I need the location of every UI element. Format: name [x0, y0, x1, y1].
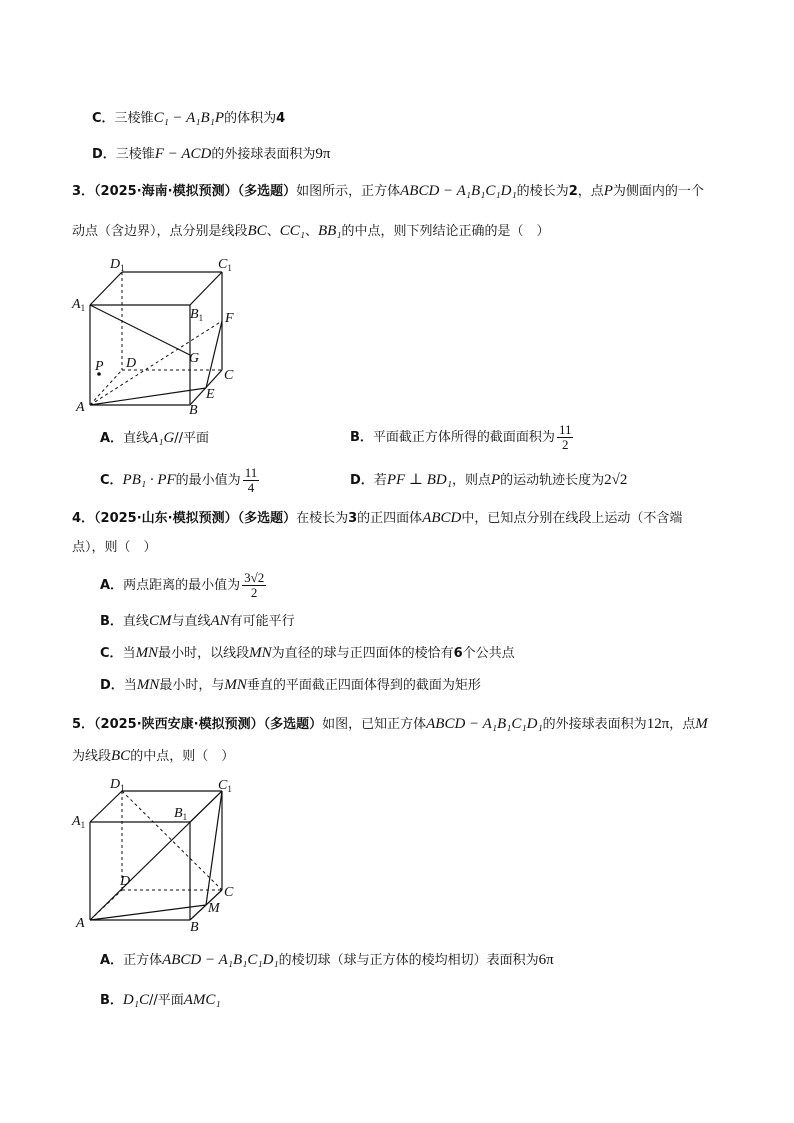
question-number: 3． [72, 184, 95, 199]
label-d: D [120, 874, 131, 889]
option-label: A． [100, 578, 124, 593]
option-label: D． [100, 678, 124, 693]
question-number: 4． [72, 511, 95, 526]
q5-stem-line1: 5．（2025·陕西安康·模拟预测）（多选题）如图，已知正方体ABCD − A₁B₁C₁D₁的外接球表面积为12π，点M [72, 716, 708, 732]
option-label: C． [92, 111, 115, 126]
label-f: F [225, 311, 234, 326]
option-label: C． [100, 473, 123, 488]
q3-stem-line1: 3．（2025·海南·模拟预测）（多选题）如图所示，正方体ABCD − A₁B₁C₁D₁的棱长为2，点P为侧面内的一个 [72, 183, 704, 199]
fraction: $\frac{11}{2}$ [558, 422, 572, 452]
label-b: B [190, 920, 199, 935]
q5-option-a: A．正方体ABCD − A₁B₁C₁D₁的棱切球（球与正方体的棱均相切）表面积为6π [100, 952, 554, 968]
q3-option-a: A．直线A₁G//平面 [100, 430, 210, 446]
option-label: B． [100, 993, 123, 1008]
option-label: D． [350, 473, 374, 488]
q3-cube-figure [68, 252, 248, 422]
option-label: B． [100, 614, 123, 629]
label-b1: $B_1$ [190, 307, 204, 323]
fraction: $\frac{3√2}{2}$ [244, 570, 265, 600]
label-a1: $A_1$ [72, 297, 86, 313]
q5-cube-figure [68, 775, 248, 935]
label-b1: $B_1$ [174, 806, 188, 822]
option-label: D． [92, 147, 116, 162]
label-c: C [224, 885, 234, 900]
question-source: （2025·山东·模拟预测）（多选题） [94, 511, 297, 526]
label-c1: $C_1$ [218, 257, 232, 273]
q4-option-b: B．直线CM与直线AN有可能平行 [100, 613, 295, 629]
label-d1: $D_1$ [110, 257, 125, 273]
label-a: A [76, 916, 85, 931]
q5-option-b: B．D₁C//平面AMC₁ [100, 992, 221, 1008]
option-label: A． [100, 431, 124, 446]
q3-option-c: C．PB₁ · PF的最小值为 $\frac{11}{4}$ [100, 465, 258, 495]
q2-option-c: C．三棱锥C₁ − A₁B₁P的体积为4 [92, 110, 286, 126]
label-p: P [95, 359, 104, 374]
option-label: C． [100, 646, 123, 661]
q2-option-d: D．三棱锥F − ACD的外接球表面积为9π [92, 146, 331, 162]
label-a1: $A_1$ [72, 814, 86, 830]
option-label: A． [100, 953, 124, 968]
label-d: D [126, 356, 137, 371]
q4-stem-line1: 4．（2025·山东·模拟预测）（多选题）在棱长为3的正四面体ABCD中，已知点分别在线段上运动（不含端 [72, 510, 683, 526]
q4-option-c: C．当MN最小时，以线段MN为直径的球与正四面体的棱恰有6个公共点 [100, 645, 515, 661]
fraction: $\frac{11}{4}$ [244, 465, 258, 495]
question-source: （2025·海南·模拟预测）（多选题） [94, 184, 297, 199]
label-c1: $C_1$ [218, 778, 232, 794]
q4-option-d: D．当MN最小时，与MN垂直的平面截正四面体得到的截面为矩形 [100, 677, 481, 693]
question-number: 5． [72, 717, 95, 732]
q4-stem-line2: 点），则（ ） [72, 540, 157, 555]
label-b: B [189, 403, 198, 418]
label-c: C [224, 368, 234, 383]
label-e: E [206, 387, 215, 402]
label-a: A [76, 400, 85, 415]
option-label: B． [350, 430, 373, 445]
q3-option-d: D．若PF ⊥ BD₁，则点P的运动轨迹长度为2√2 [350, 472, 628, 488]
q3-option-b: B．平面截正方体所得的截面面积为 $\frac{11}{2}$ [350, 422, 572, 452]
label-g: G [189, 351, 200, 366]
q4-option-a: A．两点距离的最小值为 $\frac{3√2}{2}$ [100, 570, 265, 600]
label-m: M [208, 901, 220, 916]
q3-stem-line2: 动点（含边界），点分别是线段BC、CC₁、BB₁的中点，则下列结论正确的是（ ） [72, 223, 550, 239]
question-source: （2025·陕西安康·模拟预测）（多选题） [94, 717, 323, 732]
q5-stem-line2: 为线段BC的中点，则（ ） [72, 748, 235, 764]
label-d1: $D_1$ [110, 777, 125, 793]
